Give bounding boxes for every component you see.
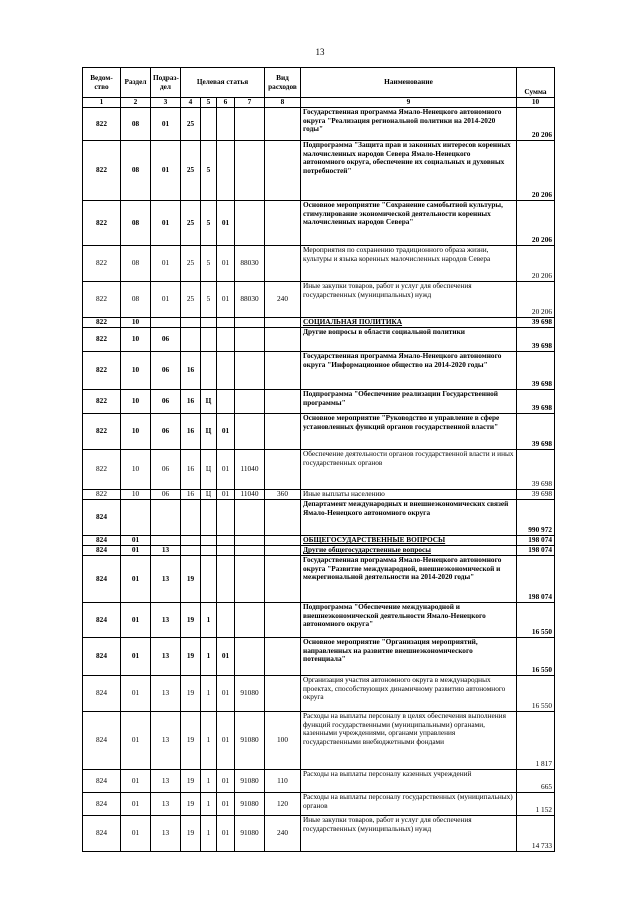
celevaya-program-cell — [181, 536, 201, 546]
celevaya-event-cell — [217, 546, 235, 556]
podrazdel-cell: 06 — [151, 414, 181, 450]
vid-rashodov-cell — [265, 414, 301, 450]
celevaya-direction-cell: 88030 — [235, 246, 265, 282]
table-row — [83, 318, 555, 328]
vedomstvo-cell: 824 — [83, 770, 121, 793]
vedomstvo-cell: 824 — [83, 793, 121, 816]
celevaya-subprogram-cell: 1 — [201, 770, 217, 793]
celevaya-program-cell — [181, 546, 201, 556]
celevaya-subprogram-cell: Ц — [201, 450, 217, 490]
summa-cell: 990 972 — [517, 500, 555, 536]
podrazdel-cell: 13 — [151, 556, 181, 603]
razdel-cell: 01 — [121, 676, 151, 712]
column-number: 1 — [83, 98, 121, 108]
celevaya-subprogram-cell: 1 — [201, 816, 217, 852]
vid-rashodov-cell — [265, 352, 301, 390]
summa-cell: 39 698 — [517, 390, 555, 414]
podrazdel-cell: 13 — [151, 676, 181, 712]
podrazdel-cell: 06 — [151, 328, 181, 352]
podrazdel-cell: 06 — [151, 450, 181, 490]
naimenovanie-cell: Расходы на выплаты персоналу в целях обеспечения выполнения функций государственными (муниципальными) органами, казенными учреждениями, органами управления государственными внебюджетными фондами — [301, 712, 517, 770]
celevaya-event-cell: 01 — [217, 450, 235, 490]
header-naimenovanie: Наименование — [301, 68, 517, 98]
razdel-cell: 01 — [121, 546, 151, 556]
summa-cell: 16 550 — [517, 638, 555, 676]
naimenovanie-cell: Иные закупки товаров, работ и услуг для обеспечения государственных (муниципальных) нужд — [301, 282, 517, 318]
celevaya-direction-cell — [235, 536, 265, 546]
table-row — [83, 246, 555, 282]
table-row — [83, 352, 555, 390]
celevaya-event-cell: 01 — [217, 770, 235, 793]
vid-rashodov-cell — [265, 450, 301, 490]
razdel-cell: 01 — [121, 770, 151, 793]
podrazdel-cell: 01 — [151, 246, 181, 282]
vid-rashodov-cell — [265, 108, 301, 141]
celevaya-direction-cell — [235, 352, 265, 390]
naimenovanie-cell: Государственная программа Ямало-Ненецкого автономного округа "Информационное общество на 2014-2020 годы" — [301, 352, 517, 390]
celevaya-event-cell: 01 — [217, 638, 235, 676]
celevaya-direction-cell — [235, 201, 265, 246]
vedomstvo-cell: 822 — [83, 414, 121, 450]
table-row — [83, 816, 555, 852]
naimenovanie-cell: Основное мероприятие "Организация мероприятий, направленных на развитие внешнеэкономического потенциала" — [301, 638, 517, 676]
vid-rashodov-cell — [265, 556, 301, 603]
vedomstvo-cell: 824 — [83, 712, 121, 770]
summa-cell: 665 — [517, 770, 555, 793]
celevaya-subprogram-cell: 1 — [201, 603, 217, 638]
razdel-cell: 10 — [121, 490, 151, 500]
naimenovanie-cell: Подпрограмма "Обеспечение международной и внешнеэкономической деятельности Ямало-Ненецкого автономного округа" — [301, 603, 517, 638]
vid-rashodov-cell — [265, 201, 301, 246]
header-row — [83, 68, 555, 98]
celevaya-direction-cell — [235, 638, 265, 676]
naimenovanie-cell: Расходы на выплаты персоналу казенных учреждений — [301, 770, 517, 793]
table-row — [83, 450, 555, 490]
celevaya-direction-cell — [235, 500, 265, 536]
razdel-cell: 01 — [121, 712, 151, 770]
podrazdel-cell: 13 — [151, 603, 181, 638]
naimenovanie-cell: Государственная программа Ямало-Ненецкого автономного округа "Реализация региональной политики на 2014-2020 годы" — [301, 108, 517, 141]
celevaya-direction-cell — [235, 328, 265, 352]
celevaya-subprogram-cell: 5 — [201, 246, 217, 282]
vedomstvo-cell: 822 — [83, 282, 121, 318]
celevaya-program-cell: 25 — [181, 108, 201, 141]
celevaya-direction-cell — [235, 390, 265, 414]
celevaya-program-cell: 19 — [181, 556, 201, 603]
podrazdel-cell — [151, 536, 181, 546]
razdel-cell: 10 — [121, 328, 151, 352]
podrazdel-cell: 13 — [151, 638, 181, 676]
vid-rashodov-cell — [265, 390, 301, 414]
naimenovanie-cell: ОБЩЕГОСУДАРСТВЕННЫЕ ВОПРОСЫ — [301, 536, 517, 546]
celevaya-subprogram-cell — [201, 108, 217, 141]
summa-cell: 1 817 — [517, 712, 555, 770]
razdel-cell: 01 — [121, 793, 151, 816]
razdel-cell: 08 — [121, 201, 151, 246]
celevaya-direction-cell: 11040 — [235, 490, 265, 500]
celevaya-subprogram-cell: 1 — [201, 793, 217, 816]
celevaya-program-cell: 16 — [181, 414, 201, 450]
celevaya-event-cell — [217, 352, 235, 390]
celevaya-event-cell — [217, 318, 235, 328]
celevaya-program-cell: 19 — [181, 770, 201, 793]
celevaya-event-cell: 01 — [217, 201, 235, 246]
table-row — [83, 536, 555, 546]
table-row — [83, 603, 555, 638]
celevaya-subprogram-cell — [201, 536, 217, 546]
table-row — [83, 546, 555, 556]
vedomstvo-cell: 822 — [83, 390, 121, 414]
podrazdel-cell: 01 — [151, 201, 181, 246]
vid-rashodov-cell — [265, 676, 301, 712]
podrazdel-cell: 13 — [151, 546, 181, 556]
celevaya-program-cell: 16 — [181, 490, 201, 500]
summa-cell: 39 698 — [517, 490, 555, 500]
naimenovanie-cell: Расходы на выплаты персоналу государственных (муниципальных) органов — [301, 793, 517, 816]
summa-cell: 39 698 — [517, 352, 555, 390]
table-row — [83, 201, 555, 246]
celevaya-program-cell: 16 — [181, 390, 201, 414]
celevaya-event-cell — [217, 390, 235, 414]
vid-rashodov-cell — [265, 603, 301, 638]
vedomstvo-cell: 822 — [83, 108, 121, 141]
razdel-cell — [121, 500, 151, 536]
summa-cell: 14 733 — [517, 816, 555, 852]
naimenovanie-cell: Иные закупки товаров, работ и услуг для обеспечения государственных (муниципальных) нужд — [301, 816, 517, 852]
table-row — [83, 556, 555, 603]
naimenovanie-cell: Другие вопросы в области социальной политики — [301, 328, 517, 352]
summa-cell: 20 206 — [517, 282, 555, 318]
celevaya-direction-cell — [235, 318, 265, 328]
celevaya-subprogram-cell: 1 — [201, 712, 217, 770]
celevaya-direction-cell — [235, 556, 265, 603]
celevaya-program-cell: 19 — [181, 676, 201, 712]
celevaya-direction-cell — [235, 141, 265, 201]
razdel-cell: 01 — [121, 556, 151, 603]
celevaya-subprogram-cell — [201, 500, 217, 536]
razdel-cell: 10 — [121, 390, 151, 414]
celevaya-program-cell: 19 — [181, 793, 201, 816]
razdel-cell: 01 — [121, 638, 151, 676]
celevaya-direction-cell: 91080 — [235, 793, 265, 816]
celevaya-event-cell: 01 — [217, 816, 235, 852]
summa-cell: 39 698 — [517, 328, 555, 352]
celevaya-subprogram-cell: 5 — [201, 282, 217, 318]
table-row — [83, 390, 555, 414]
header-summa: Сумма — [517, 68, 555, 98]
celevaya-event-cell: 01 — [217, 712, 235, 770]
vid-rashodov-cell — [265, 546, 301, 556]
vedomstvo-cell: 822 — [83, 246, 121, 282]
celevaya-direction-cell — [235, 546, 265, 556]
table-row — [83, 282, 555, 318]
vid-rashodov-cell — [265, 500, 301, 536]
razdel-cell: 08 — [121, 108, 151, 141]
celevaya-direction-cell: 91080 — [235, 676, 265, 712]
celevaya-event-cell — [217, 556, 235, 603]
naimenovanie-cell: Департамент международных и внешнеэкономических связей Ямало-Ненецкого автономного округа — [301, 500, 517, 536]
celevaya-program-cell: 19 — [181, 638, 201, 676]
vedomstvo-cell: 822 — [83, 490, 121, 500]
celevaya-program-cell: 25 — [181, 141, 201, 201]
summa-cell: 20 206 — [517, 201, 555, 246]
naimenovanie-cell: Государственная программа Ямало-Ненецкого автономного округа "Развитие международной, внешнеэкономической и межрегиональной деятельности на 2014-2020 годы" — [301, 556, 517, 603]
naimenovanie-cell: Мероприятия по сохранению традиционного образа жизни, культуры и языка коренных малочисленных народов Севера — [301, 246, 517, 282]
vid-rashodov-cell: 240 — [265, 282, 301, 318]
celevaya-event-cell: 01 — [217, 490, 235, 500]
podrazdel-cell: 13 — [151, 712, 181, 770]
celevaya-event-cell — [217, 500, 235, 536]
celevaya-program-cell: 16 — [181, 352, 201, 390]
vid-rashodov-cell: 120 — [265, 793, 301, 816]
table-row — [83, 414, 555, 450]
podrazdel-cell: 01 — [151, 108, 181, 141]
summa-cell: 39 698 — [517, 318, 555, 328]
razdel-cell: 10 — [121, 352, 151, 390]
vedomstvo-cell: 824 — [83, 536, 121, 546]
celevaya-direction-cell: 88030 — [235, 282, 265, 318]
celevaya-direction-cell: 91080 — [235, 770, 265, 793]
celevaya-subprogram-cell: Ц — [201, 390, 217, 414]
podrazdel-cell: 06 — [151, 352, 181, 390]
celevaya-program-cell: 19 — [181, 712, 201, 770]
summa-cell: 198 074 — [517, 546, 555, 556]
celevaya-event-cell: 01 — [217, 793, 235, 816]
column-number: 10 — [517, 98, 555, 108]
celevaya-subprogram-cell — [201, 352, 217, 390]
celevaya-program-cell: 19 — [181, 603, 201, 638]
celevaya-subprogram-cell — [201, 318, 217, 328]
summa-cell: 20 206 — [517, 246, 555, 282]
budget-table — [82, 67, 555, 852]
column-number: 9 — [301, 98, 517, 108]
header-vedomstvo: Ведом- ство — [83, 68, 121, 98]
vid-rashodov-cell — [265, 638, 301, 676]
razdel-cell: 10 — [121, 318, 151, 328]
razdel-cell: 08 — [121, 141, 151, 201]
celevaya-direction-cell: 11040 — [235, 450, 265, 490]
celevaya-subprogram-cell: Ц — [201, 414, 217, 450]
celevaya-program-cell — [181, 500, 201, 536]
celevaya-subprogram-cell — [201, 328, 217, 352]
podrazdel-cell: 06 — [151, 390, 181, 414]
vedomstvo-cell: 824 — [83, 500, 121, 536]
column-number: 6 — [217, 98, 235, 108]
vid-rashodov-cell — [265, 141, 301, 201]
header-vid-rashodov: Вид расходов — [265, 68, 301, 98]
naimenovanie-cell: Обеспечение деятельности органов государственной власти и иных государственных органов — [301, 450, 517, 490]
column-number: 4 — [181, 98, 201, 108]
celevaya-program-cell: 19 — [181, 816, 201, 852]
summa-cell: 20 206 — [517, 141, 555, 201]
celevaya-program-cell: 25 — [181, 282, 201, 318]
summa-cell: 1 152 — [517, 793, 555, 816]
column-number: 5 — [201, 98, 217, 108]
header-celevaya-statya: Целевая статья — [181, 68, 265, 98]
celevaya-subprogram-cell — [201, 556, 217, 603]
vedomstvo-cell: 822 — [83, 352, 121, 390]
vedomstvo-cell: 822 — [83, 318, 121, 328]
summa-cell: 16 550 — [517, 676, 555, 712]
naimenovanie-cell: Основное мероприятие "Руководство и управление в сфере установленных функций органов государственной власти" — [301, 414, 517, 450]
celevaya-subprogram-cell: 5 — [201, 201, 217, 246]
celevaya-subprogram-cell: 5 — [201, 141, 217, 201]
celevaya-event-cell — [217, 108, 235, 141]
table-row — [83, 793, 555, 816]
razdel-cell: 08 — [121, 282, 151, 318]
vid-rashodov-cell — [265, 328, 301, 352]
summa-cell: 198 074 — [517, 536, 555, 546]
vedomstvo-cell: 822 — [83, 450, 121, 490]
table-row — [83, 712, 555, 770]
celevaya-direction-cell — [235, 603, 265, 638]
celevaya-event-cell: 01 — [217, 676, 235, 712]
table-row — [83, 328, 555, 352]
razdel-cell: 01 — [121, 816, 151, 852]
vedomstvo-cell: 824 — [83, 638, 121, 676]
razdel-cell: 08 — [121, 246, 151, 282]
vid-rashodov-cell: 100 — [265, 712, 301, 770]
podrazdel-cell: 01 — [151, 141, 181, 201]
column-number: 7 — [235, 98, 265, 108]
razdel-cell: 01 — [121, 603, 151, 638]
vid-rashodov-cell: 360 — [265, 490, 301, 500]
celevaya-event-cell — [217, 603, 235, 638]
naimenovanie-cell: Иные выплаты населению — [301, 490, 517, 500]
celevaya-program-cell: 16 — [181, 450, 201, 490]
table-row — [83, 490, 555, 500]
naimenovanie-cell: Другие общегосударственные вопросы — [301, 546, 517, 556]
podrazdel-cell — [151, 318, 181, 328]
razdel-cell: 10 — [121, 450, 151, 490]
table-row — [83, 500, 555, 536]
page-number: 13 — [315, 47, 325, 57]
summa-cell: 198 074 — [517, 556, 555, 603]
celevaya-event-cell: 01 — [217, 414, 235, 450]
podrazdel-cell: 13 — [151, 770, 181, 793]
celevaya-direction-cell — [235, 414, 265, 450]
vedomstvo-cell: 822 — [83, 141, 121, 201]
summa-cell: 39 698 — [517, 450, 555, 490]
celevaya-subprogram-cell: Ц — [201, 490, 217, 500]
celevaya-event-cell — [217, 328, 235, 352]
celevaya-subprogram-cell: 1 — [201, 676, 217, 712]
celevaya-event-cell: 01 — [217, 282, 235, 318]
naimenovanie-cell: Подпрограмма "Обеспечение реализации Государственной программы" — [301, 390, 517, 414]
table-row — [83, 638, 555, 676]
razdel-cell: 10 — [121, 414, 151, 450]
podrazdel-cell: 13 — [151, 816, 181, 852]
vedomstvo-cell: 824 — [83, 546, 121, 556]
column-number: 8 — [265, 98, 301, 108]
celevaya-direction-cell — [235, 108, 265, 141]
celevaya-program-cell: 25 — [181, 201, 201, 246]
razdel-cell: 01 — [121, 536, 151, 546]
table-row — [83, 770, 555, 793]
podrazdel-cell: 01 — [151, 282, 181, 318]
celevaya-event-cell: 01 — [217, 246, 235, 282]
celevaya-event-cell — [217, 141, 235, 201]
naimenovanie-cell: Подпрограмма "Защита прав и законных интересов коренных малочисленных народов Севера Ямало-Ненецкого автономного округа, обеспечение их социальных и духовных потребностей" — [301, 141, 517, 201]
vedomstvo-cell: 824 — [83, 816, 121, 852]
celevaya-program-cell: 25 — [181, 246, 201, 282]
vedomstvo-cell: 822 — [83, 328, 121, 352]
vedomstvo-cell: 824 — [83, 676, 121, 712]
vedomstvo-cell: 822 — [83, 201, 121, 246]
table-row — [83, 108, 555, 141]
vid-rashodov-cell: 110 — [265, 770, 301, 793]
column-number-row — [83, 98, 555, 108]
celevaya-direction-cell: 91080 — [235, 816, 265, 852]
celevaya-subprogram-cell — [201, 546, 217, 556]
summa-cell: 20 206 — [517, 108, 555, 141]
vid-rashodov-cell — [265, 536, 301, 546]
table-row — [83, 676, 555, 712]
celevaya-subprogram-cell: 1 — [201, 638, 217, 676]
column-number: 2 — [121, 98, 151, 108]
naimenovanie-cell: Организация участия автономного округа в международных проектах, способствующих динамичному развитию автономного округа — [301, 676, 517, 712]
summa-cell: 39 698 — [517, 414, 555, 450]
naimenovanie-cell: Основное мероприятие "Сохранение самобытной культуры, стимулирование экономической деятельности коренных малочисленных народов Севера" — [301, 201, 517, 246]
vid-rashodov-cell — [265, 318, 301, 328]
celevaya-program-cell — [181, 328, 201, 352]
header-razdel: Раздел — [121, 68, 151, 98]
vid-rashodov-cell — [265, 246, 301, 282]
summa-cell: 16 550 — [517, 603, 555, 638]
celevaya-direction-cell: 91080 — [235, 712, 265, 770]
celevaya-program-cell — [181, 318, 201, 328]
table-row — [83, 141, 555, 201]
naimenovanie-cell: СОЦИАЛЬНАЯ ПОЛИТИКА — [301, 318, 517, 328]
header-podrazdel: Подраз- дел — [151, 68, 181, 98]
vedomstvo-cell: 824 — [83, 603, 121, 638]
podrazdel-cell — [151, 500, 181, 536]
column-number: 3 — [151, 98, 181, 108]
vid-rashodov-cell: 240 — [265, 816, 301, 852]
podrazdel-cell: 13 — [151, 793, 181, 816]
podrazdel-cell: 06 — [151, 490, 181, 500]
vedomstvo-cell: 824 — [83, 556, 121, 603]
celevaya-event-cell — [217, 536, 235, 546]
